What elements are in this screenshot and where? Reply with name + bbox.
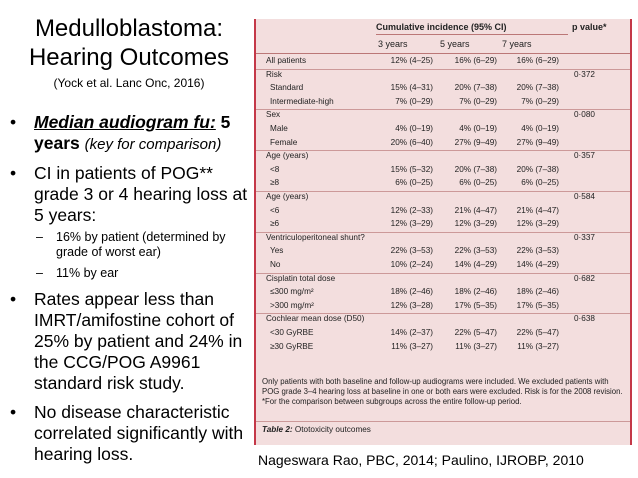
cell-7-years: 14% (4–29) [516,260,559,269]
cell-7-years: 7% (0–29) [521,96,559,106]
slide-title: Medulloblastoma: Hearing Outcomes [28,15,230,71]
row-label: Standard [270,83,304,93]
cell-7-years: 11% (3–27) [517,341,559,351]
cell-5-years: 21% (4–47) [454,205,497,215]
cell-7-years: 17% (5–35) [516,300,559,310]
followup-years: 5 years [34,112,231,153]
table-row [256,206,630,219]
cell-p-value: 0·372 [574,69,595,79]
table-row [256,342,630,355]
cell-p-value: 0·337 [574,232,595,242]
sub-bullet-text: 11% by ear [56,266,119,280]
cell-p-value: 0·080 [574,110,595,120]
followup-emphasis: Median audiogram fu: [34,112,216,132]
cell-5-years: 20% (7–38) [454,164,497,174]
cell-5-years: 7% (0–29) [459,96,497,106]
bullet-list [4,112,254,473]
cell-3-years: 22% (3–53) [390,246,433,256]
cell-7-years: 4% (0–19) [521,124,559,133]
cell-3-years: 12% (2–33) [390,205,433,215]
cell-7-years: 21% (4–47) [516,205,559,215]
cell-3-years: 6% (0–25) [395,178,433,188]
sub-bullet-by-ear [34,266,254,281]
row-label: Female [270,137,298,147]
table-row [256,301,630,314]
cell-7-years: 22% (3–53) [516,246,559,256]
cell-5-years: 27% (9–49) [454,137,497,147]
cell-3-years: 4% (0–19) [395,124,433,133]
table-row [256,97,630,110]
table-header [256,19,630,54]
cell-p-value: 0·357 [574,151,595,161]
cell-p-value: 0·638 [574,314,595,324]
cell-5-years: 11% (3–27) [455,341,497,351]
sub-bullet-marker: – [36,266,43,280]
cell-3-years: 10% (2–24) [390,260,433,269]
header-p-value: p value* [572,22,607,32]
cell-7-years: 12% (3–29) [516,219,559,229]
table-row [256,233,630,246]
table-row [256,246,630,259]
table-row [256,83,630,96]
cell-5-years: 12% (3–29) [454,219,497,229]
bullet-marker: • [10,112,17,132]
cell-5-years: 20% (7–38) [454,83,497,93]
cell-7-years: 20% (7–38) [516,83,559,93]
cell-3-years: 11% (3–27) [391,341,433,351]
caption-text: Ototoxicity outcomes [292,425,371,434]
table-row [256,56,630,69]
row-label: Age (years) [266,192,309,201]
bullet-text: CI in patients of POG** grade 3 or 4 hearing loss at 5 years: [34,163,248,225]
cell-5-years: 14% (4–29) [454,260,497,269]
row-label: <6 [270,205,280,215]
sub-bullet-by-patient [34,230,254,260]
cell-3-years: 12% (4–25) [390,56,433,65]
table-caption [262,425,371,434]
bullet-text: No disease characteristic correlated significantly with hearing loss. [34,402,244,464]
cell-7-years: 6% (0–25) [521,178,559,188]
header-3-years: 3 years [378,39,408,49]
cell-5-years: 6% (0–25) [459,178,497,188]
bullet-marker: • [10,289,17,309]
sub-bullet-list [34,230,254,281]
header-5-years: 5 years [440,39,470,49]
bullet-marker: • [10,402,17,422]
caption-divider [256,421,630,422]
cell-3-years: 12% (3–28) [390,300,433,310]
table-row [256,110,630,123]
cell-7-years: 27% (9–49) [516,137,559,147]
row-label: Cochlear mean dose (D50) [266,314,365,324]
row-label: >300 mg/m² [270,300,314,310]
cell-7-years: 20% (7–38) [516,164,559,174]
bullet-marker: • [10,163,17,183]
cell-3-years: 7% (0–29) [395,96,433,106]
row-label: <8 [270,164,280,174]
ototoxicity-table [254,19,632,445]
cell-5-years: 16% (6–29) [454,56,497,65]
cell-p-value: 0·682 [574,273,595,283]
row-label: Yes [270,246,284,256]
cell-p-value: 0·584 [574,192,595,201]
header-7-years: 7 years [502,39,532,49]
cell-7-years: 18% (2–46) [516,287,559,297]
row-label: <30 GyRBE [270,328,314,337]
cell-5-years: 22% (5–47) [454,328,497,337]
sub-bullet-text: 16% by patient (determined by grade of worst ear) [56,230,226,259]
table-row [256,219,630,232]
bullet-rates-comparison [4,289,254,394]
bullet-audiogram-followup [4,112,254,155]
row-label: No [270,260,281,269]
cell-3-years: 12% (3–29) [390,219,433,229]
row-label: ≥6 [270,219,280,229]
cell-3-years: 15% (4–31) [390,83,433,93]
table-row [256,70,630,83]
cell-3-years: 20% (6–40) [390,137,433,147]
cell-5-years: 4% (0–19) [459,124,497,133]
table-footnote: Only patients with both baseline and follow-up audiograms were included. We excluded patients with POG grade 3–4 hearing loss at baseline in one or both ears were excluded. Risk is for the 2008 revision. *For the comparison between subgroups across the entire follow-up period. [262,377,623,406]
table-row [256,151,630,164]
cell-5-years: 18% (2–46) [454,287,497,297]
bullet-text: Rates appear less than IMRT/amifostine cohort of 25% by patient and 24% in the CCG/POG A9961 standard risk study. [34,289,243,393]
slide-citation: (Yock et al. Lanc Onc, 2016) [53,76,205,90]
bullet-no-correlation [4,402,254,465]
row-label: Risk [266,69,282,79]
caption-label: Table 2: [262,425,293,434]
footer-citation: Nageswara Rao, PBC, 2014; Paulino, IJROBP, 2010 [258,452,584,468]
row-label: Male [270,124,288,133]
cell-3-years: 14% (2–37) [390,328,433,337]
row-label: ≥30 GyRBE [270,341,314,351]
row-label: Age (years) [266,151,309,161]
table-row [256,124,630,137]
sub-bullet-marker: – [36,230,43,244]
header-divider [376,34,568,35]
cell-5-years: 22% (3–53) [454,246,497,256]
table-row [256,192,630,205]
cell-7-years: 22% (5–47) [516,328,559,337]
table-row [256,165,630,178]
row-label: All patients [266,56,307,65]
table-row [256,287,630,300]
table-row [256,260,630,273]
table-row [256,274,630,287]
bullet-ci-hearing-loss [4,163,254,281]
cell-3-years: 18% (2–46) [390,287,433,297]
row-label: Sex [266,110,281,120]
header-cumulative-incidence: Cumulative incidence (95% CI) [376,22,507,32]
table-row [256,328,630,341]
cell-3-years: 15% (5–32) [390,164,433,174]
row-label: ≥8 [270,178,280,188]
table-row [256,138,630,151]
row-label: Ventriculoperitoneal shunt? [266,232,365,242]
cell-5-years: 17% (5–35) [454,300,497,310]
row-label: Intermediate-high [270,96,334,106]
followup-note: (key for comparison) [84,136,222,153]
row-label: Cisplatin total dose [266,273,336,283]
cell-7-years: 16% (6–29) [516,56,559,65]
row-label: ≤300 mg/m² [270,287,314,297]
table-row [256,314,630,327]
table-row [256,178,630,191]
